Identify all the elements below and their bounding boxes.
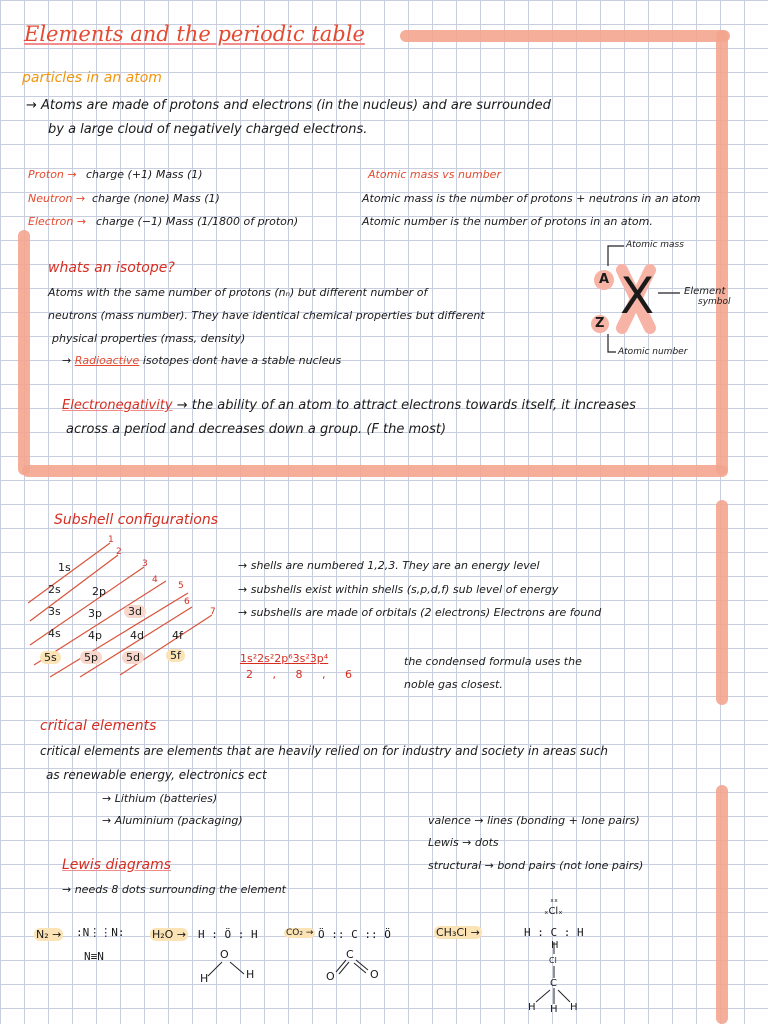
subshell-bullet1: → shells are numbered 1,2,3. They are an energy level <box>238 559 540 572</box>
isotope-line2: neutrons (mass number). They have identical chemical properties but different <box>48 309 485 322</box>
atomic-mass-label: Atomic mass <box>626 240 684 250</box>
subshell-3p: 3p <box>88 607 102 620</box>
isotope-arrow: → <box>62 354 72 367</box>
ch3cl-cl: ₓClₓ <box>544 906 563 917</box>
element-symbol-diagram <box>580 236 760 366</box>
electronegativity-line1 <box>62 398 636 413</box>
order-5: 5 <box>178 581 184 591</box>
ch3cl-c2: C <box>550 978 557 989</box>
co2-o-left: O <box>326 970 335 983</box>
subshell-5p: 5p <box>80 651 102 664</box>
n2-label: N₂ → <box>36 928 62 941</box>
right-middle-bar <box>716 500 728 705</box>
particles-line1: → Atoms are made of protons and electrons (in the nucleus) and are surrounded <box>26 98 551 113</box>
right-lower-bar <box>716 785 728 1024</box>
atomic-mass-line2: Atomic number is the number of protons in an atom. <box>362 215 653 228</box>
n2-structural: N≡N <box>84 950 104 963</box>
order-6: 6 <box>184 597 190 607</box>
h2o-label: H₂O → <box>152 928 187 941</box>
neutron-text: charge (none) Mass (1) <box>92 192 220 205</box>
element-symbol-x: X <box>620 267 655 325</box>
particles-heading: particles in an atom <box>22 70 162 86</box>
ch3cl-middle: H : C : H <box>524 926 584 939</box>
lewis-rule: → needs 8 dots surrounding the element <box>62 883 286 896</box>
neutron-label: Neutron → <box>28 192 86 205</box>
condensed-line2: noble gas closest. <box>404 678 503 691</box>
critical-item-lithium: → Lithium (batteries) <box>102 792 218 805</box>
middle-bar <box>22 465 728 477</box>
co2-c: C <box>346 948 354 961</box>
bond-lewis: Lewis → dots <box>428 836 499 849</box>
ch3cl-h-bottom: H <box>551 940 559 951</box>
critical-line1: critical elements are elements that are heavily relied on for industry and society in areas such <box>40 744 608 758</box>
element-label-2: symbol <box>698 297 731 307</box>
critical-heading: critical elements <box>40 718 157 734</box>
subshell-heading: Subshell configurations <box>54 512 219 528</box>
ch3cl-label: CH₃Cl → <box>436 926 480 939</box>
h2o-structure <box>196 948 266 988</box>
ch3cl-h-left: H <box>528 1002 536 1013</box>
subshell-4d: 4d <box>130 629 144 642</box>
electron-config-counts: 2 , 8 , 6 <box>246 668 360 681</box>
particles-line2: by a large cloud of negatively charged electrons. <box>48 122 368 137</box>
mass-symbol-a: A <box>599 272 610 287</box>
critical-item-aluminium: → Aluminium (packaging) <box>102 814 243 827</box>
electron-label: Electron → <box>28 215 87 228</box>
h2o-o: O <box>220 948 229 961</box>
number-symbol-z: Z <box>595 316 605 331</box>
h2o-h-right: H <box>246 968 255 981</box>
co2-structure <box>320 946 390 986</box>
subshell-2p: 2p <box>92 585 106 598</box>
bond-structural: structural → bond pairs (not lone pairs) <box>428 859 644 872</box>
subshell-grid <box>20 535 240 685</box>
isotope-line3: physical properties (mass, density) <box>52 332 246 345</box>
electronegativity-term: Electronegativity <box>62 398 173 413</box>
isotope-heading: whats an isotope? <box>48 260 175 276</box>
atomic-number-label: Atomic number <box>618 347 688 357</box>
isotope-line4 <box>62 354 341 367</box>
ch3cl-h-right: H <box>570 1002 578 1013</box>
subshell-bullet3: → subshells are made of orbitals (2 electrons) Electrons are found <box>238 606 602 619</box>
subshell-1s: 1s <box>58 561 71 574</box>
proton-label: Proton → <box>28 168 77 181</box>
ch3cl-structure <box>520 898 590 1018</box>
co2-lewis: Ö :: C :: Ö <box>318 928 391 941</box>
subshell-5d: 5d <box>122 651 144 664</box>
co2-label: CO₂ → <box>286 928 314 938</box>
order-3: 3 <box>142 559 148 569</box>
subshell-3s: 3s <box>48 605 61 618</box>
isotope-line1: Atoms with the same number of protons (nₙ) but different number of <box>48 286 428 299</box>
order-4: 4 <box>152 575 158 585</box>
page-title: Elements and the periodic table <box>24 22 365 46</box>
co2-o-right: O <box>370 968 379 981</box>
electron-text: charge (−1) Mass (1/1800 of proton) <box>96 215 299 228</box>
top-bar <box>400 30 730 42</box>
order-2: 2 <box>116 547 122 557</box>
radioactive-highlight: Radioactive <box>74 354 140 367</box>
condensed-line1: the condensed formula uses the <box>404 655 582 668</box>
electronegativity-def: → the ability of an atom to attract electrons towards itself, it increases <box>176 398 636 413</box>
left-upper-bar <box>18 230 30 475</box>
subshell-2s: 2s <box>48 583 61 596</box>
subshell-bullet2: → subshells exist within shells (s,p,d,f) sub level of energy <box>238 583 559 596</box>
number-arrow <box>608 334 616 352</box>
ch3cl-cl2: Cl <box>549 956 557 965</box>
h2o-h-left: H <box>200 972 209 985</box>
proton-text: charge (+1) Mass (1) <box>86 168 203 181</box>
order-7: 7 <box>210 607 216 617</box>
bond-valence: valence → lines (bonding + lone pairs) <box>428 814 640 827</box>
electronegativity-line2: across a period and decreases down a group. (F the most) <box>66 422 447 437</box>
n2-lewis: :N⋮⋮N: <box>76 926 125 939</box>
order-1: 1 <box>108 535 114 545</box>
subshell-5f: 5f <box>166 649 185 662</box>
ch3cl-top-dots: ˣˣ <box>550 898 558 908</box>
lewis-heading: Lewis diagrams <box>62 857 172 873</box>
element-label-1: Element <box>684 286 726 297</box>
isotope-line4-rest: isotopes dont have a stable nucleus <box>142 354 342 367</box>
critical-line2: as renewable energy, electronics ect <box>46 768 267 782</box>
h2o-lewis: H : Ö : H <box>198 928 258 941</box>
subshell-5s: 5s <box>40 651 61 664</box>
subshell-3d: 3d <box>124 605 146 618</box>
electron-config: 1s²2s²2p⁶3s²3p⁴ <box>240 652 329 665</box>
subshell-4p: 4p <box>88 629 102 642</box>
subshell-4f: 4f <box>172 629 183 642</box>
mass-arrow <box>608 246 624 266</box>
subshell-4s: 4s <box>48 627 61 640</box>
atomic-mass-line1: Atomic mass is the number of protons + neutrons in an atom <box>362 192 701 205</box>
ch3cl-h-mid: H <box>550 1004 558 1015</box>
atomic-mass-heading: Atomic mass vs number <box>368 168 501 181</box>
